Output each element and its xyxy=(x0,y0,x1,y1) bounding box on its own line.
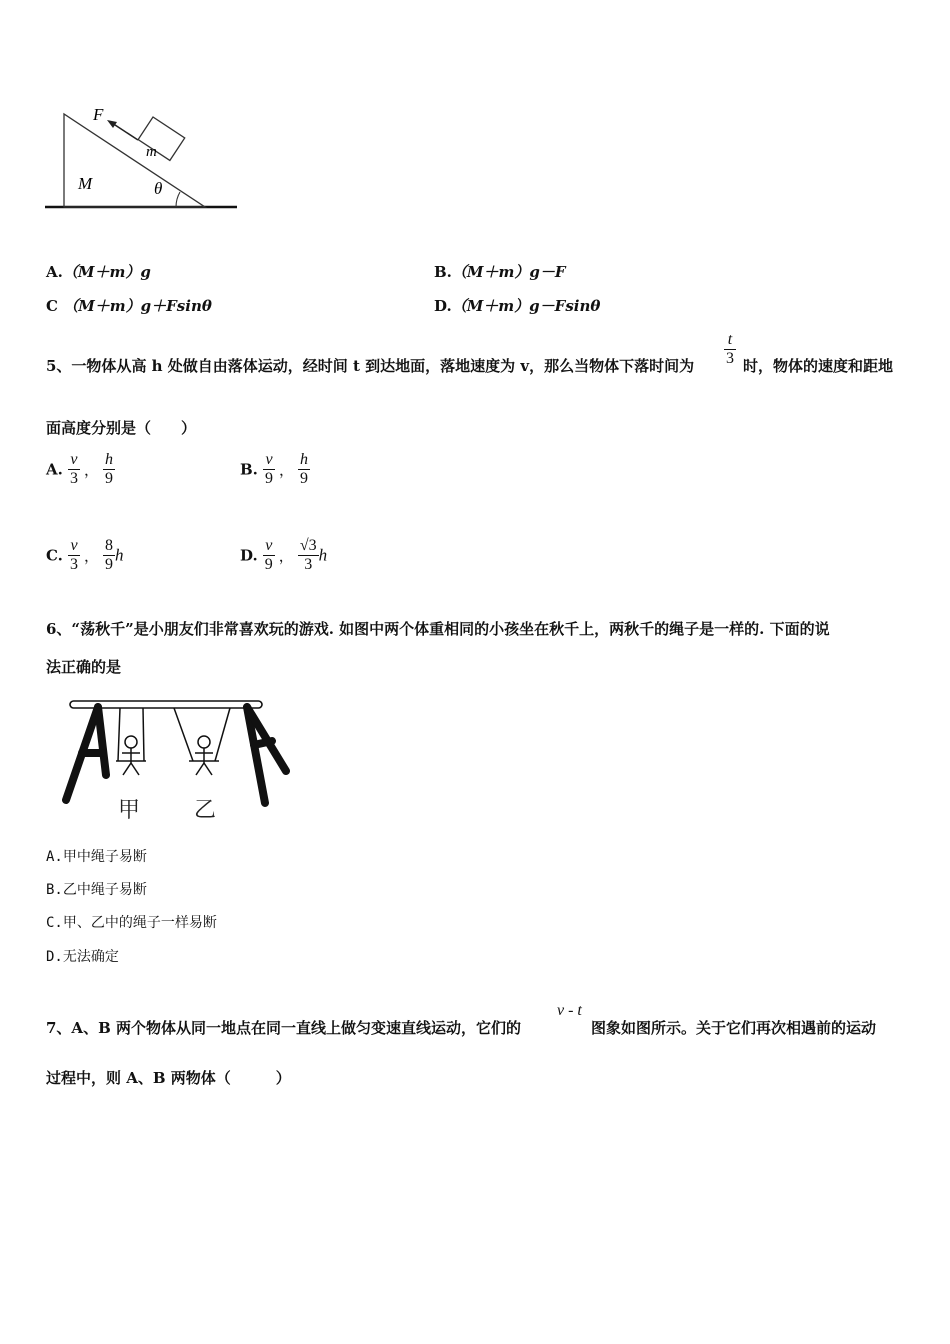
q7-stem-part2: 图象如图所示。关于它们再次相遇前的运动 xyxy=(591,1019,877,1037)
force-arrow-head xyxy=(107,120,117,128)
label-theta: θ xyxy=(154,179,163,198)
q5-stem-part2: 时，物体的速度和距地 xyxy=(743,357,894,375)
q7-vt-label: v - t xyxy=(557,1002,582,1019)
force-arrow xyxy=(112,123,138,140)
q7-stem-part1: 7、A、B 两个物体从同一地点在同一直线上做匀变速直线运动，它们的 xyxy=(46,1019,521,1037)
q5-stem-part1: 5、一物体从高 h 处做自由落体运动，经时间 t 到达地面，落地速度为 v，那么当物体下落时间为 xyxy=(46,357,695,375)
label-M: M xyxy=(78,174,93,193)
incline-wedge xyxy=(64,114,205,207)
label-jia: 甲 xyxy=(118,798,141,823)
q4-option-b: B.（M＋m）g－F xyxy=(434,263,566,281)
q5-option-c: C. $\frac{v}{3}$ ， $\frac{8}{9}$ h xyxy=(46,537,124,573)
q5-option-d: D. $\frac{v}{9}$ ， $\frac{√3}{3}$ h xyxy=(240,537,328,573)
q5-stem-line2: 面高度分别是（ ） xyxy=(46,419,197,437)
label-yi: 乙 xyxy=(194,798,217,823)
angle-arc xyxy=(176,192,180,207)
swing-left xyxy=(116,708,146,775)
q6-option-b: B.乙中绳子易断 xyxy=(46,882,147,898)
q7-stem-line2: 过程中，则 A、B 两物体（ ） xyxy=(46,1069,291,1087)
q4-option-a: A.（M＋m）g xyxy=(46,263,151,281)
q6-option-a: A.甲中绳子易断 xyxy=(46,849,147,865)
left-frame xyxy=(66,707,106,800)
q5-option-b: B. $\frac{v}{9}$ ， $\frac{h}{9}$ xyxy=(240,451,309,487)
q6-option-d: D.无法确定 xyxy=(46,949,119,965)
swing-right xyxy=(174,708,230,775)
q6-stem-line1: 6、“荡秋千”是小朋友们非常喜欢玩的游戏. 如图中两个体重相同的小孩坐在秋千上，两秋千的绳子是一样的. 下面的说 xyxy=(46,620,830,638)
right-frame xyxy=(247,707,286,803)
q5-option-a: A. $\frac{v}{3}$ ， $\frac{h}{9}$ xyxy=(46,451,113,487)
swing-figure xyxy=(58,695,298,825)
q6-option-c: C.甲、乙中的绳子一样易断 xyxy=(46,915,217,931)
q4-option-d: D.（M＋m）g－Fsinθ xyxy=(434,297,601,315)
incline-figure xyxy=(40,95,245,215)
q6-stem-line2: 法正确的是 xyxy=(46,658,122,676)
q5-time-fraction: $\frac{t}{3}$ xyxy=(726,331,734,367)
q4-option-c: C （M＋m）g＋Fsinθ xyxy=(46,297,212,315)
label-F: F xyxy=(93,105,104,124)
label-m: m xyxy=(146,144,157,160)
